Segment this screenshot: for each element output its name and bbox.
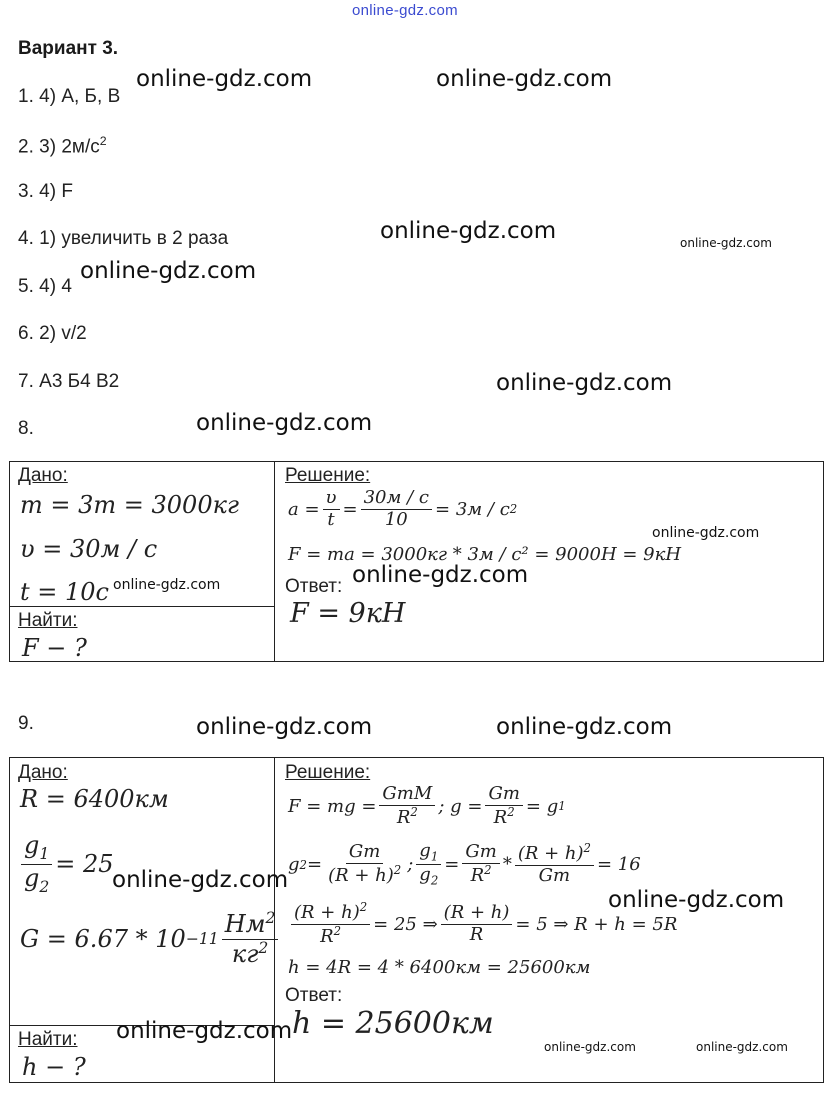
watermark: online-gdz.com — [116, 1018, 293, 1044]
problem9-solution-line2: g 2 = $\frac{Gm}{(R + h)^2}$ ; $\frac{g_1}{g_2}$ = $\frac{Gm}{R^2}$ * $\frac{(R + h)^2}{Gm}$ = 16 — [288, 840, 641, 888]
problem9-given-constant: G = 6.67 * 10 −11 $\frac{Нм^2}{кг^2}$ — [20, 910, 281, 968]
problem8-solution-line1: a = $\frac{\upsilon}{t}$ = $\frac{30м / с}{10}$ = 3м / с 2 — [288, 487, 518, 530]
answer-2: 2. 3) $2м/с^2$ — [18, 134, 107, 158]
problem8-find-label: Найти: — [18, 610, 78, 631]
variant-title: Вариант 3. — [18, 38, 119, 59]
problem8-answer-value: F = 9кН — [290, 598, 406, 629]
answer-5: 5. 4) 4 — [18, 276, 72, 297]
answer-1: 1. 4) А, Б, В — [18, 86, 121, 107]
problem8-find-value: F − ? — [22, 634, 87, 662]
problem8-given-velocity: υ = 30м / с — [20, 535, 158, 563]
problem8-divider — [274, 461, 275, 662]
watermark: online-gdz.com — [196, 410, 373, 436]
watermark: online-gdz.com — [380, 218, 557, 244]
problem8-given-label: Дано: — [18, 465, 68, 486]
problem8-find-divider — [9, 606, 275, 607]
problem9-given-radius: R = 6400км — [20, 785, 169, 813]
answer-9-number: 9. — [18, 713, 34, 734]
watermark: online-gdz.com — [113, 577, 221, 593]
answer-8-number: 8. — [18, 418, 34, 439]
problem9-solution-line1: F = mg = $\frac{\text{GmM}}{R^2}$ ; g = $\frac{Gm}{R^2}$ = g 1 — [288, 783, 566, 828]
problem9-answer-label: Ответ: — [285, 985, 343, 1006]
problem9-solution-line3: $\frac{(R + h)^2}{R^2}$ = 25 ⇒ $\frac{(R + h)}{R}$ = 5 ⇒ R + h = 5R — [288, 901, 677, 947]
watermark: online-gdz.com — [680, 236, 772, 250]
watermark: online-gdz.com — [436, 66, 613, 92]
problem8-answer-label: Ответ: — [285, 576, 343, 597]
watermark: online-gdz.com — [196, 714, 373, 740]
problem9-solution-line4: h = 4R = 4 * 6400км = 25600км — [288, 957, 591, 978]
watermark: online-gdz.com — [608, 887, 785, 913]
problem8-given-time: t = 10с — [20, 578, 109, 606]
problem9-given-label: Дано: — [18, 762, 68, 783]
watermark: online-gdz.com — [352, 562, 529, 588]
answer-6: 6. 2) v/2 — [18, 323, 87, 344]
problem8-solution-line2: F = ma = 3000кг * 3м / с² = 9000Н = 9кН — [288, 544, 682, 565]
problem8-given-mass: m = 3т = 3000кг — [20, 491, 240, 519]
problem9-find-value: h − ? — [22, 1053, 86, 1081]
problem9-given-ratio: $\frac{g_1}{g_2}$ = 25 — [18, 832, 114, 896]
watermark: online-gdz.com — [652, 525, 760, 541]
watermark: online-gdz.com — [544, 1040, 636, 1054]
top-watermark: online-gdz.com — [352, 2, 458, 19]
answer-7: 7. А3 Б4 В2 — [18, 371, 120, 392]
watermark: online-gdz.com — [136, 66, 313, 92]
watermark: online-gdz.com — [496, 370, 673, 396]
problem9-answer-value: h = 25600км — [292, 1006, 494, 1041]
watermark: online-gdz.com — [80, 258, 257, 284]
problem9-solution-label: Решение: — [285, 762, 371, 783]
problem8-solution-label: Решение: — [285, 465, 371, 486]
answer-3: 3. 4) F — [18, 181, 73, 202]
watermark: online-gdz.com — [496, 714, 673, 740]
answer-4: 4. 1) увеличить в 2 раза — [18, 228, 229, 249]
problem9-find-label: Найти: — [18, 1029, 78, 1050]
watermark: online-gdz.com — [112, 867, 289, 893]
watermark: online-gdz.com — [696, 1040, 788, 1054]
